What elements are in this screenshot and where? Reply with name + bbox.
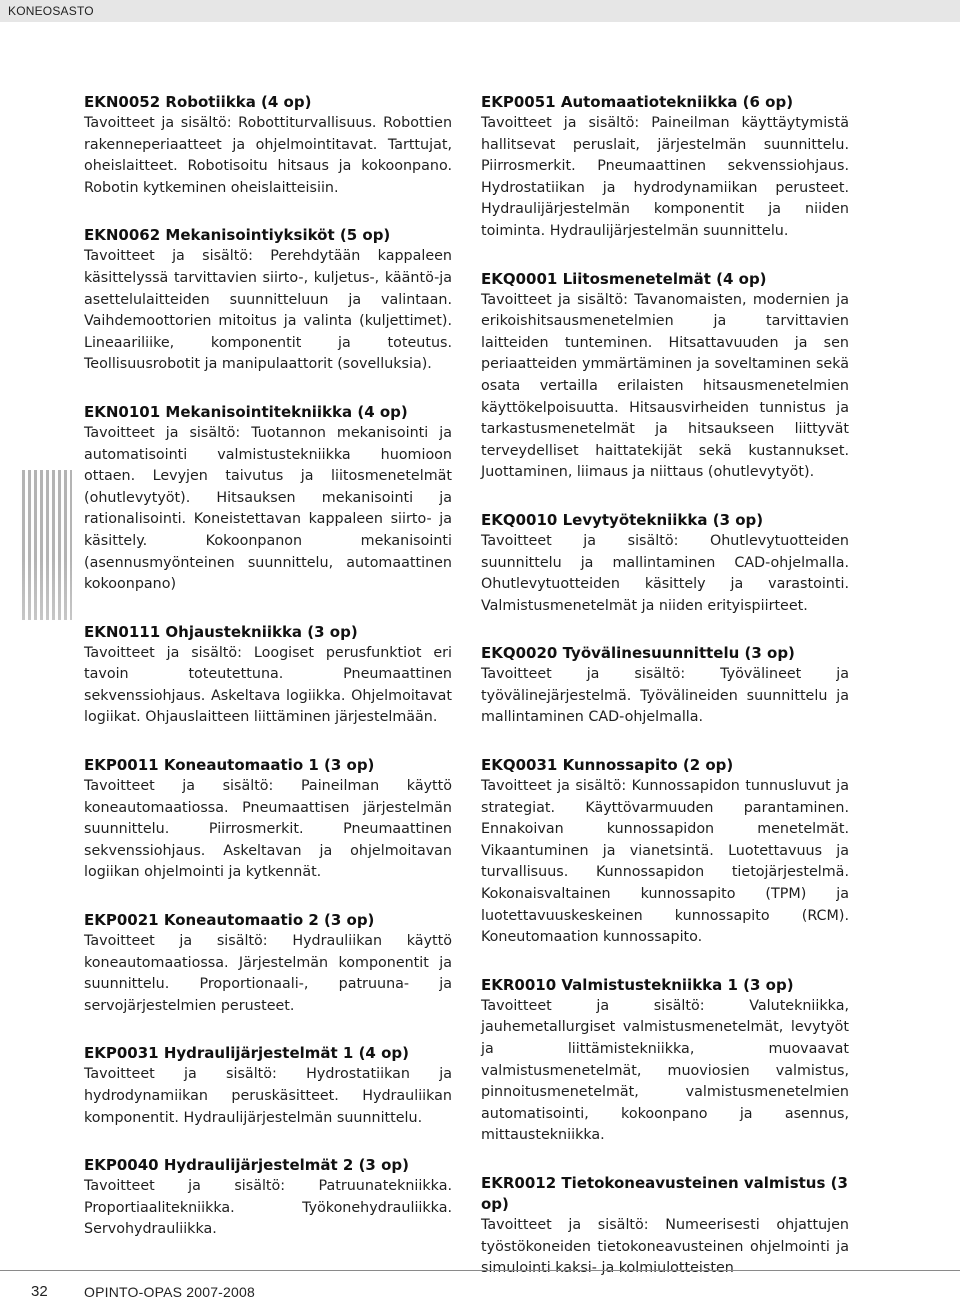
course-description: Tavoitteet ja sisältö: Patruunatekniikka. Proportiaalitekniikka. Työkonehydrauliikka. Servohydrauliikka. — [84, 1178, 452, 1238]
course-description: Tavoitteet ja sisältö: Hydrostatiikan ja hydrodynamiikan peruskäsitteet. Hydrauliikan komponentit. Hydraulijärjestelmän suunnittelu. — [84, 1066, 452, 1126]
course-description: Tavoitteet ja sisältö: Työvälineet ja työvälinejärjestelmä. Työvälineiden suunnittelu ja mallintaminen CAD-ohjelmalla. — [481, 666, 849, 726]
course-title: EKN0052 Robotiikka (4 op) — [84, 93, 312, 111]
course-description: Tavoitteet ja sisältö: Numeerisesti ohjattujen työstökoneiden tietokoneavusteinen ohjelmointi ja simulointi kaksi- ja kolmiulotteisten — [481, 1216, 849, 1277]
course-title: EKP0031 Hydraulijärjestelmät 1 (4 op) — [84, 1044, 409, 1063]
course-title: EKR0012 Tietokoneavusteinen valmistus (3 op) — [481, 1173, 848, 1213]
course-description: Tavoitteet ja sisältö: Valutekniikka, jauhemetallurgiset valmistusmenetelmät, levytyöt ja liittämistekniikka, muovaavat valmistusmenetelmät, muoviosien valmistus, pinnoitusmenetelmät, valmistusmenetelmien automatisointi, kokoonpano ja asennus, mittaustekniikka. — [481, 997, 849, 1144]
course-entry — [481, 92, 849, 243]
course-description: Tavoitteet ja sisältö: Hydrauliikan käyttö koneautomaatiossa. Järjestelmän komponentit ja suunnittelu. Proportionaali-, patruuna- ja servojärjestelmien perusteet. — [84, 933, 452, 1014]
course-entry — [84, 1043, 452, 1129]
course-title: EKQ0020 Työvälinesuunnittelu (3 op) — [481, 644, 795, 663]
course-entry — [481, 269, 849, 484]
section-header-bar — [0, 0, 960, 22]
course-entry — [481, 755, 849, 949]
course-title: EKN0101 Mekanisointitekniikka (4 op) — [84, 402, 408, 421]
course-description: Tavoitteet ja sisältö: Perehdytään kappaleen käsittelyssä tarvittavien siirto-, kuljetus-, kääntö-ja asettelulaitteiden suunnitteluun ja valintaan. Vaihdemoottorien mitoitus ja valinta (kuljettimet). Lineaariliike, komponentit ja toteutus. Teollisuusrobotit ja manipulaattorit (sovelluksia). — [84, 248, 452, 373]
course-title: EKP0011 Koneautomaatio 1 (3 op) — [84, 756, 375, 775]
course-entry — [84, 1155, 452, 1241]
course-title: EKN0111 Ohjaustekniikka (3 op) — [84, 622, 358, 641]
course-entry — [84, 92, 452, 199]
course-title: EKN0062 Mekanisointiyksiköt (5 op) — [84, 226, 391, 245]
right-column — [481, 92, 849, 1306]
course-description: Tavoitteet ja sisältö: Paineilman käyttäytymistä hallitsevat peruslait, järjestelmän suunnittelu. Piirrosmerkit. Pneumaattinen sekvenssiohjaus. Hydrostatiikan ja hydrodynamiikan perusteet. Hydraulijärjestelmän komponentit ja niiden toiminta. Hydraulijärjestelmän suunnittelu. — [481, 115, 849, 239]
course-title: EKP0021 Koneautomaatio 2 (3 op) — [84, 911, 375, 930]
course-entry — [84, 910, 452, 1017]
course-entry — [481, 643, 849, 729]
course-title: EKR0010 Valmistustekniikka 1 (3 op) — [481, 975, 794, 994]
course-entry — [84, 622, 452, 729]
course-entry — [481, 975, 849, 1147]
course-title: EKQ0010 Levytyötekniikka (3 op) — [481, 510, 764, 529]
guide-title: OPINTO-OPAS 2007-2008 — [84, 1284, 255, 1300]
course-entry — [481, 510, 849, 617]
course-entry — [481, 1173, 849, 1280]
course-title: EKQ0001 Liitosmenetelmät (4 op) — [481, 269, 767, 288]
course-entry — [84, 225, 452, 376]
course-description: Tavoitteet ja sisältö: Loogiset perusfunktiot eri tavoin toteutettuna. Pneumaattinen sekvenssiohjaus. Askeltava logiikka. Ohjelmoitavat logiikat. Ohjauslaitteen liittäminen järjestelmään. — [84, 644, 452, 726]
decorative-stripe-marks — [22, 470, 72, 620]
course-description: Tavoitteet ja sisältö: Robottiturvallisuus. Robottien rakenneperiaatteet ja ohjelmointitavat. Tarttujat, oheislaitteet. Robotisoitu hitsaus ja kokoonpano. Robotin kytkeminen oheislaitteisiin. — [84, 115, 452, 196]
left-column — [84, 92, 452, 1267]
course-title: EKP0040 Hydraulijärjestelmät 2 (3 op) — [84, 1156, 409, 1175]
course-description: Tavoitteet ja sisältö: Kunnossapidon tunnusluvut ja strategiat. Käyttövarmuuden parantaminen. Ennakoivan kunnossapidon menetelmät. Vikaantuminen ja vianetsintä. Luotettavuus ja turvallisuus. Kunnossapidon tietojärjestelmä. Kokonaisvaltainen kunnossapito (TPM) ja luotettavuuskeskeinen kunnossapito (RCM). Koneutomaation kunnossapito. — [481, 778, 849, 946]
section-label: KONEOSASTO — [8, 4, 94, 18]
course-description: Tavoitteet ja sisältö: Ohutlevytuotteiden suunnittelu ja mallintaminen CAD-ohjelmalla. Ohutlevytuotteiden käsittely ja varastointi. Valmistusmenetelmät ja niiden erityispiirteet. — [481, 532, 849, 614]
page-number: 32 — [31, 1283, 48, 1300]
course-title: EKQ0031 Kunnossapito (2 op) — [481, 756, 734, 775]
course-entry — [84, 402, 452, 596]
course-entry — [84, 755, 452, 884]
course-description: Tavoitteet ja sisältö: Tuotannon mekanisointi ja automatisointi valmistustekniikka huomioon ottaen. Levyjen taivutus ja liitosmenetelmät (ohutlevytyöt). Hitsauksen mekanisointi ja rationalisointi. Koneistettavan kappaleen siirto- ja käsittely. Kokoonpanon mekanisointi (asennusmyönteinen suunnittelu, automaattinen kokoonpano) — [84, 424, 452, 593]
course-description: Tavoitteet ja sisältö: Paineilman käyttö koneautomaatiossa. Pneumaattisen järjestelmän suunnittelu. Piirrosmerkit. Pneumaattinen sekvenssiohjaus. Askeltavan ja ohjelmoitavan logiikan ohjelmointi ja kytkennät. — [84, 778, 452, 881]
course-title: EKP0051 Automaatiotekniikka (6 op) — [481, 93, 794, 111]
footer-divider — [0, 1270, 960, 1271]
course-description: Tavoitteet ja sisältö: Tavanomaisten, modernien ja erikoishitsausmenetelmien ja tarvittavien laitteiden tunteminen. Hitsattavuuden ja sen periaatteiden ymmärtäminen ja soveltaminen sekä osata vertailla erilaisten hitsausmenetelmien käyttökelpoisuutta. Hitsausvirheiden tunnistus ja tarkastusmenetelmät ja hitsaukseen liittyvät terveydelliset haittatekijät sekä kustannukset. Juottaminen, liimaus ja niittaus (ohutlevytyöt). — [481, 291, 849, 481]
